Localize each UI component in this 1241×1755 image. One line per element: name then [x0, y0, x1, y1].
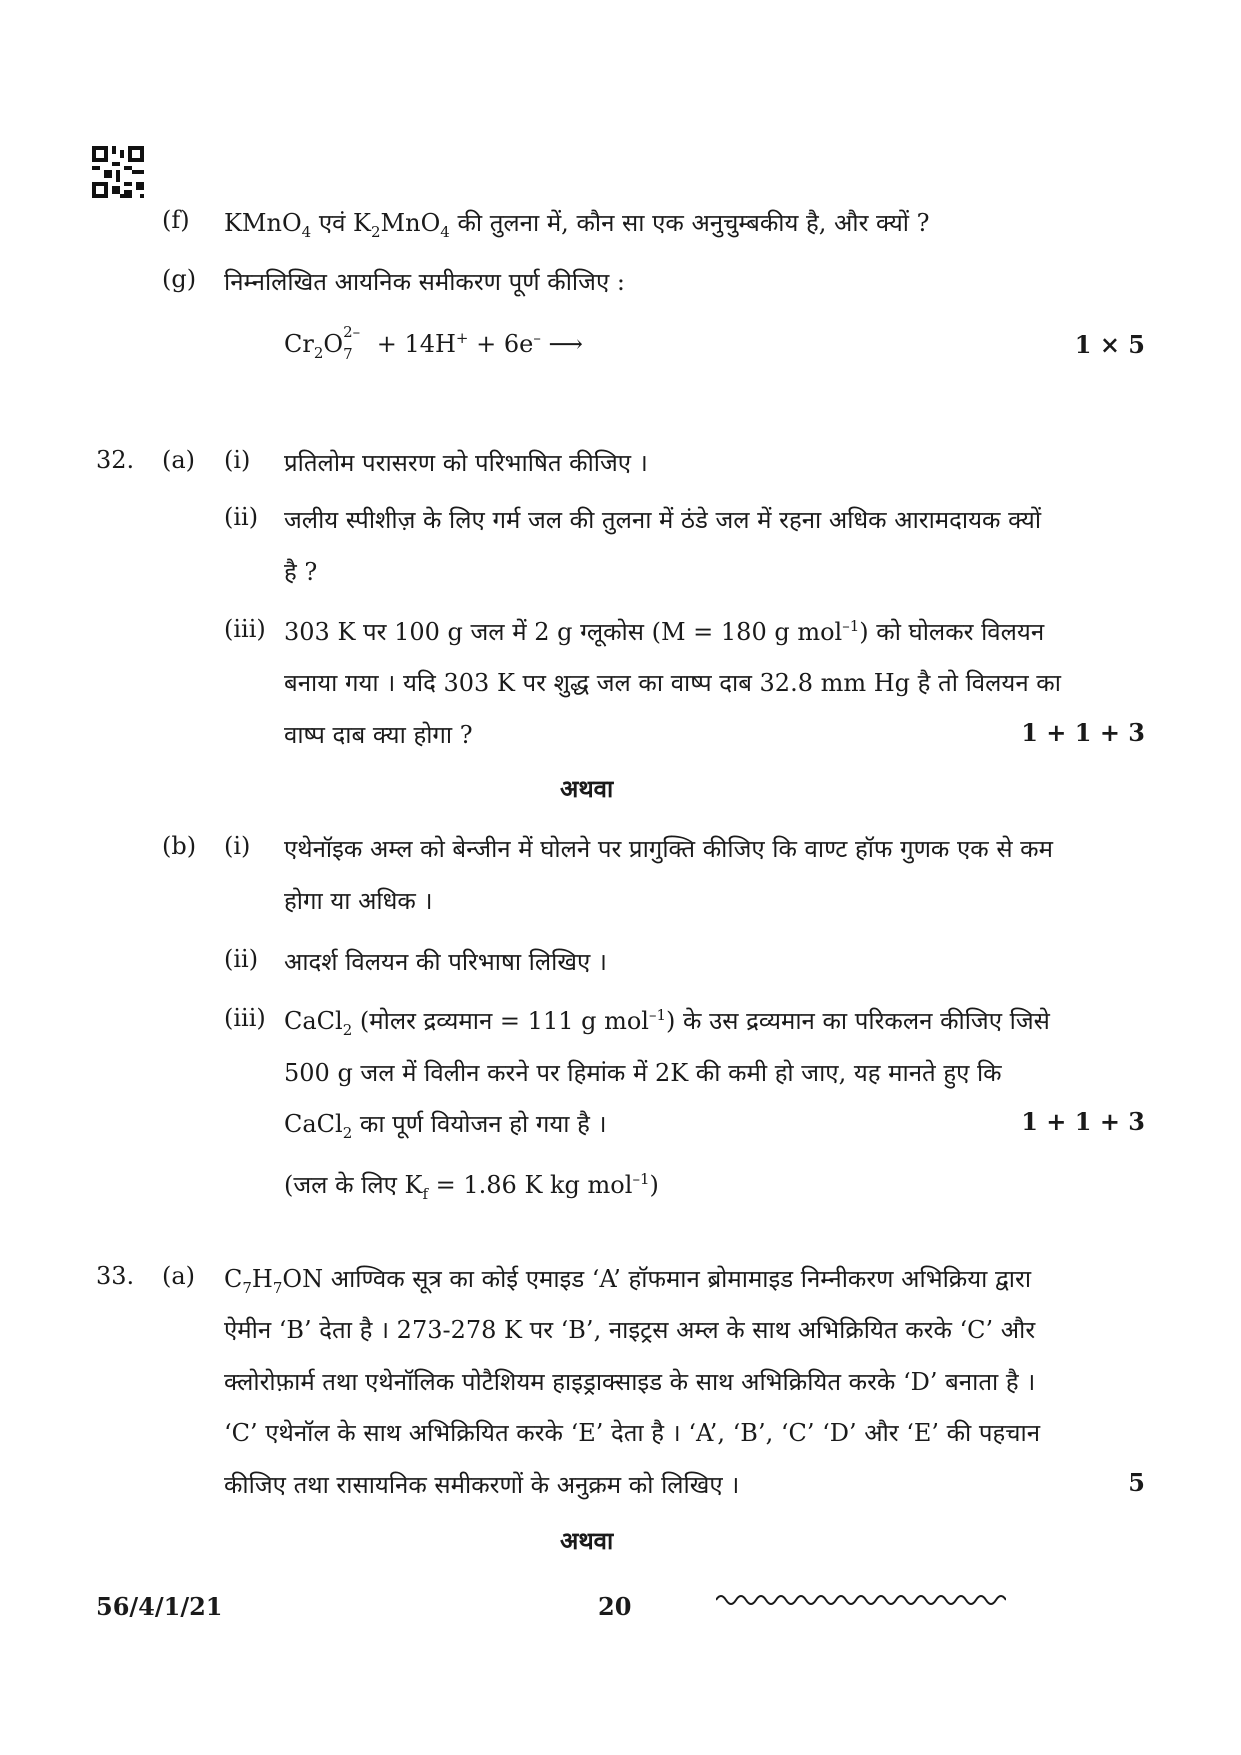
- question-32-number: 32.: [96, 446, 135, 474]
- part-g-label: (g): [162, 265, 197, 293]
- part-g-text: निम्नलिखित आयनिक समीकरण पूर्ण कीजिए :: [224, 268, 625, 296]
- marks-33a: 5: [1128, 1468, 1145, 1497]
- q32-a-i-label: (i): [224, 446, 251, 474]
- q32-a-label: (a): [162, 446, 196, 474]
- q33-a-line1: $C_7H_7ON$ आण्विक सूत्र का कोई एमाइड ‘A’ हॉफमान ब्रोमामाइड निम्नीकरण अभिक्रिया द्वारा: [224, 1265, 1032, 1297]
- q32-b-iii-line3: CaCl$_2$ का पूर्ण वियोजन हो गया है ।: [284, 1110, 607, 1142]
- q32-b-ii-label: (ii): [224, 945, 259, 973]
- q32-a-iii-label: (iii): [224, 615, 266, 643]
- part-f-text: KMnO$_4$ एवं $K_2MnO_4$ की तुलना में, कौन सा एक अनुचुम्बकीय है, और क्यों ?: [224, 209, 930, 241]
- or-divider-32: अथवा: [560, 774, 614, 803]
- q32-a-i-text: प्रतिलोम परासरण को परिभाषित कीजिए ।: [284, 449, 648, 477]
- q33-a-line5: कीजिए तथा रासायनिक समीकरणों के अनुक्रम को लिखिए ।: [224, 1471, 740, 1499]
- paper-code: 56/4/1/21: [96, 1592, 223, 1621]
- q32-b-ii-text: आदर्श विलयन की परिभाषा लिखिए ।: [284, 948, 607, 976]
- q33-a-label: (a): [162, 1262, 196, 1290]
- q32-b-iii-line2: 500 g जल में विलीन करने पर हिमांक में 2K की कमी हो जाए, यह मानते हुए कि: [284, 1059, 1002, 1087]
- q33-a-line3: क्लोरोफ़ार्म तथा एथेनॉलिक पोटैशियम हाइड्राक्साइड के साथ अभिक्रियित करके ‘D’ बनाता है ।: [224, 1368, 1036, 1396]
- q33-a-line4: ‘C’ एथेनॉल के साथ अभिक्रियित करके ‘E’ देता है । ‘A’, ‘B’, ‘C’ ‘D’ और ‘E’ की पहचान: [224, 1419, 1041, 1447]
- marks-31: 1 × 5: [1074, 330, 1145, 359]
- q32-a-iii-line3: वाष्प दाब क्या होगा ?: [284, 721, 473, 749]
- q32-b-iii-label: (iii): [224, 1004, 266, 1032]
- q32-b-i-line2: होगा या अधिक ।: [284, 887, 433, 915]
- q32-b-label: (b): [162, 832, 197, 860]
- q32-a-iii-line2: बनाया गया । यदि 303 K पर शुद्ध जल का वाष्प दाब 32.8 mm Hg है तो विलयन का: [284, 669, 1061, 697]
- q32-a-ii-line2: है ?: [284, 558, 318, 586]
- question-33-number: 33.: [96, 1262, 135, 1290]
- part-f-label: (f): [162, 206, 190, 234]
- page-number: 20: [598, 1592, 632, 1621]
- q32-a-iii-line1: 303 K पर 100 g जल में 2 g ग्लूकोस (M = 180 g mol$^{-1}$) को घोलकर विलयन: [284, 617, 1045, 646]
- ionic-equation: $Cr_2O$ 2– 7 + 14H+ + 6e– ⟶: [284, 322, 583, 363]
- q32-b-i-line1: एथेनॉइक अम्ल को बेन्जीन में घोलने पर प्रागुक्ति कीजिए कि वाण्ट हॉफ गुणक एक से कम: [284, 835, 1053, 863]
- q32-b-i-label: (i): [224, 832, 251, 860]
- marks-32a: 1 + 1 + 3: [1021, 718, 1145, 747]
- q32-b-note: (जल के लिए $K_f = 1.86$ K kg mol$^{-1}$): [284, 1170, 659, 1203]
- q32-a-ii-label: (ii): [224, 503, 259, 531]
- wavy-line-decoration: [716, 1592, 1006, 1608]
- q32-a-ii-line1: जलीय स्पीशीज़ के लिए गर्म जल की तुलना में ठंडे जल में रहना अधिक आरामदायक क्यों: [284, 506, 1042, 534]
- q32-b-iii-line1: CaCl$_2$ (मोलर द्रव्यमान = 111 g mol$^{-1}$) के उस द्रव्यमान का परिकलन कीजिए जिसे: [284, 1006, 1050, 1039]
- q33-a-line2: ऐमीन ‘B’ देता है । 273-278 K पर ‘B’, नाइट्रस अम्ल के साथ अभिक्रियित करके ‘C’ और: [224, 1316, 1036, 1344]
- marks-32b: 1 + 1 + 3: [1021, 1107, 1145, 1136]
- or-divider-33: अथवा: [560, 1526, 614, 1555]
- qr-code: [92, 146, 144, 198]
